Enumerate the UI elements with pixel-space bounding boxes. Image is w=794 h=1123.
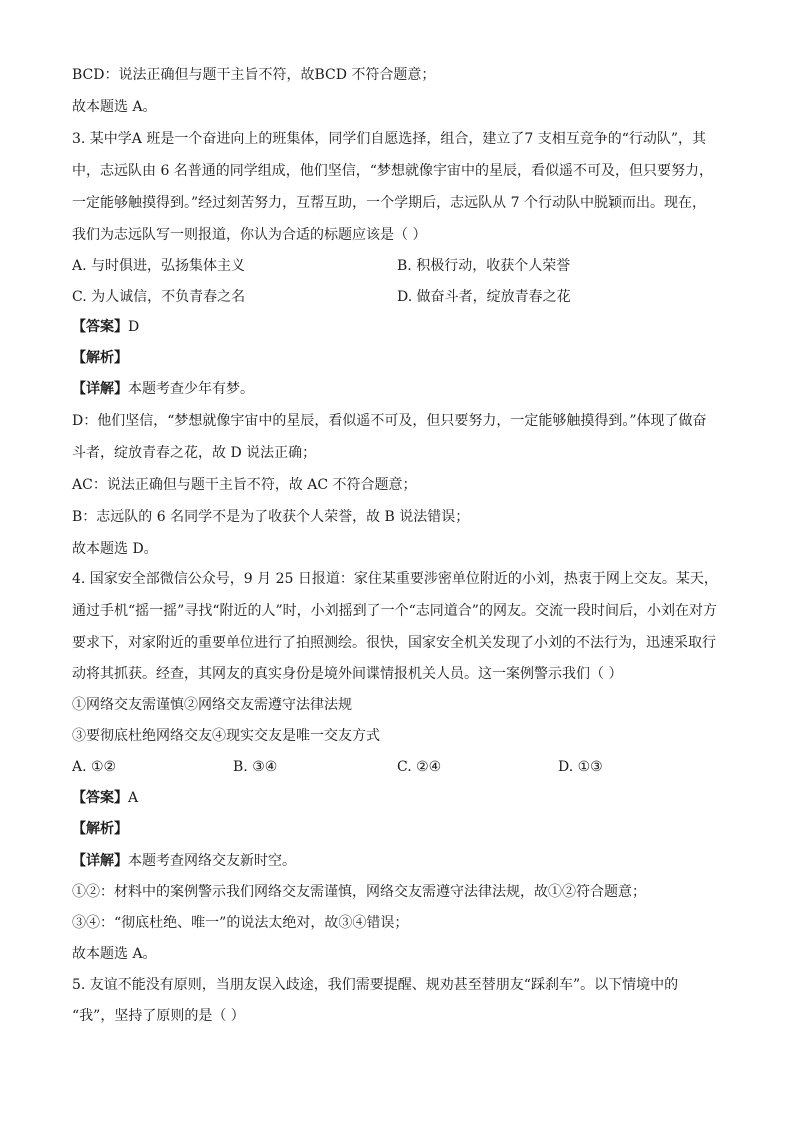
q3-analysis-heading	[72, 349, 722, 367]
q4-analysis-heading	[72, 820, 722, 838]
q4-statement: ③要彻底杜绝网络交友④现实交友是唯一交友方式	[72, 728, 380, 744]
q4-option-d: D. ①③	[558, 759, 603, 775]
q4-explanation: ③④：“彻底杜绝、唯一”的说法太绝对，故③④错误；	[72, 915, 409, 931]
question-4-stem: 4. 国家安全部微信公众号，9 月 25 日报道：家住某重要涉密单位附近的小刘，热衷于网上交友。某天，	[72, 571, 718, 587]
analysis-tag: 【解析】	[72, 350, 128, 366]
q3-option-d: D. 做奋斗者，绽放青春之花	[397, 289, 571, 305]
question-3-stem: 我们为志远队写一则报道，你认为合适的标题应该是（ ）	[72, 227, 427, 243]
q3-explanation: 故本题选 D。	[72, 541, 158, 557]
answer-value: A	[128, 790, 139, 806]
question-4-stem: 要求下，对家附近的重要单位进行了拍照测绘。很快，国家安全机关发现了小刘的不法行为，迅速采取行	[72, 635, 716, 651]
q4-option-b: B. ③④	[233, 759, 278, 775]
detail-text: 本题考查少年有梦。	[128, 381, 254, 397]
analysis-tag: 【解析】	[72, 821, 128, 837]
detail-text: 本题考查网络交友新时空。	[128, 853, 296, 869]
q4-detail	[72, 852, 722, 870]
q3-answer	[72, 318, 722, 336]
text-line: BCD：说法正确但与题干主旨不符，故BCD 不符合题意；	[72, 67, 436, 83]
question-4-stem: 通过手机“摇一摇”寻找“附近的人”时，小刘摇到了一个“志同道合”的网友。交流一段时间后，小刘在对方	[72, 603, 717, 619]
q3-detail	[72, 380, 722, 398]
q3-option-c: C. 为人诚信，不负青春之名	[72, 289, 246, 305]
q4-statement: ①网络交友需谨慎②网络交友需遵守法律法规	[72, 697, 352, 713]
question-3-stem: 一定能够触摸得到。”经过刻苦努力，互帮互助，一个学期后，志远队从 7 个行动队中脱颖而出。现在，	[72, 195, 706, 211]
question-5-stem: 5. 友谊不能没有原则，当朋友误入歧途，我们需要提醒、规劝甚至替朋友“踩刹车”。以下情境中的	[72, 977, 679, 993]
q4-answer	[72, 789, 722, 807]
question-3-stem: 3. 某中学A 班是一个奋进向上的班集体，同学们自愿选择，组合，建立了7 支相互竞争的“行动队”，其	[72, 131, 707, 147]
q4-option-c: C. ②④	[397, 759, 442, 775]
answer-value: D	[128, 319, 140, 335]
detail-tag: 【详解】	[72, 853, 128, 869]
q3-option-b: B. 积极行动，收获个人荣誉	[397, 258, 571, 274]
q3-option-a: A. 与时俱进，弘扬集体主义	[72, 258, 246, 274]
q4-option-a: A. ①②	[72, 759, 117, 775]
q4-explanation: 故本题选 A。	[72, 946, 157, 962]
question-5-stem: “我”，坚持了原则的是（ ）	[72, 1008, 245, 1024]
question-4-stem: 动将其抓获。经查，其网友的真实身份是境外间谍情报机关人员。这一案例警示我们（ ）	[72, 666, 623, 682]
answer-tag: 【答案】	[72, 790, 128, 806]
detail-tag: 【详解】	[72, 381, 128, 397]
q3-explanation: 斗者，绽放青春之花，故 D 说法正确；	[72, 445, 317, 461]
text-line: 故本题选 A。	[72, 99, 157, 115]
question-3-stem: 中，志远队由 6 名普通的同学组成，他们坚信，“梦想就像宇宙中的星辰，看似遥不可及，但只要努力，	[72, 163, 713, 179]
q3-explanation: B：志远队的 6 名同学不是为了收获个人荣誉，故 B 说法错误；	[72, 509, 470, 525]
answer-tag: 【答案】	[72, 319, 128, 335]
q4-explanation: ①②：材料中的案例警示我们网络交友需谨慎，网络交友需遵守法律法规，故①②符合题意；	[72, 884, 646, 900]
q3-explanation: AC：说法正确但与题干主旨不符，故 AC 不符合题意；	[72, 477, 417, 493]
q3-explanation: D：他们坚信，“梦想就像宇宙中的星辰，看似遥不可及，但只要努力，一定能够触摸得到。”体现了做奋	[72, 413, 707, 429]
